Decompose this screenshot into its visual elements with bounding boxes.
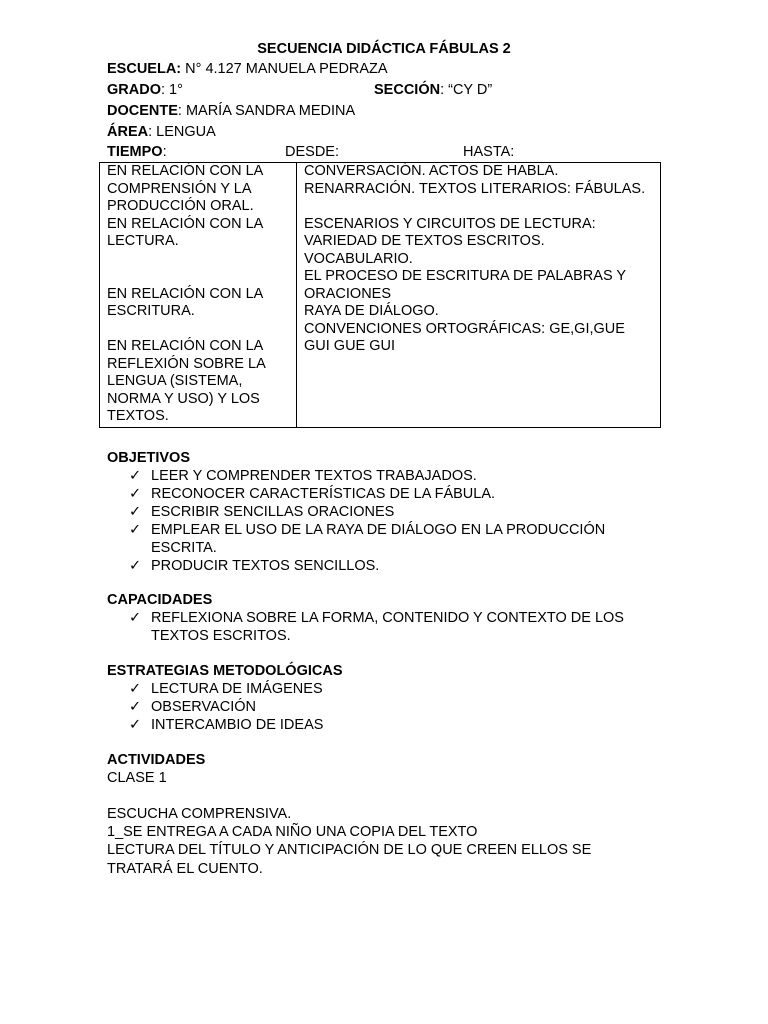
actividades-heading: ACTIVIDADES bbox=[107, 752, 206, 768]
seccion-value: : “CY D” bbox=[440, 82, 493, 98]
grado-label: GRADO bbox=[107, 82, 161, 98]
clase-label: CLASE 1 bbox=[107, 770, 167, 786]
list-item: ✓ OBSERVACIÓN bbox=[129, 699, 257, 715]
list-item: ✓ RECONOCER CARACTERÍSTICAS DE LA FÁBULA. bbox=[129, 486, 496, 502]
check-icon: ✓ bbox=[129, 504, 142, 520]
content-table bbox=[99, 162, 661, 428]
check-icon: ✓ bbox=[129, 468, 142, 484]
check-icon: ✓ bbox=[129, 681, 142, 697]
right-item-6: CONVENCIONES ORTOGRÁFICAS: GE,GI,GUE GUI GUE GUI bbox=[304, 320, 625, 354]
list-item: ✓ EMPLEAR EL USO DE LA RAYA DE DIÁLOGO EN LA PRODUCCIÓN ESCRITA. bbox=[129, 522, 606, 556]
right-item-5: RAYA DE DIÁLOGO. bbox=[304, 303, 439, 319]
escuela-value: N° 4.127 MANUELA PEDRAZA bbox=[185, 61, 388, 77]
right-item-3: ESCENARIOS Y CIRCUITOS DE LECTURA: VARIEDAD DE TEXTOS ESCRITOS. VOCABULARIO. bbox=[304, 215, 596, 267]
document-title: SECUENCIA DIDÁCTICA FÁBULAS 2 bbox=[257, 41, 511, 57]
right-item-1: CONVERSACIÓN. ACTOS DE HABLA. bbox=[304, 163, 559, 179]
check-icon: ✓ bbox=[129, 558, 142, 574]
docente-value: : MARÍA SANDRA MEDINA bbox=[177, 103, 356, 119]
check-icon: ✓ bbox=[129, 699, 142, 715]
seccion-line bbox=[374, 81, 492, 99]
table-cell-left bbox=[100, 163, 297, 428]
docente-line bbox=[107, 102, 355, 120]
left-item-4: EN RELACIÓN CON LA REFLEXIÓN SOBRE LA LENGUA (SISTEMA, NORMA Y USO) Y LOS TEXTOS. bbox=[107, 338, 265, 424]
actividades-p2: 1_SE ENTREGA A CADA NIÑO UNA COPIA DEL TEXTO bbox=[107, 824, 478, 840]
check-icon: ✓ bbox=[129, 522, 142, 538]
escuela-label: ESCUELA: bbox=[107, 61, 182, 77]
grado-line bbox=[107, 81, 183, 99]
check-icon: ✓ bbox=[129, 486, 142, 502]
hasta-label: HASTA: bbox=[463, 144, 515, 160]
docente-label: DOCENTE bbox=[107, 103, 178, 119]
left-item-2: EN RELACIÓN CON LA LECTURA. bbox=[107, 215, 263, 249]
capacidades-heading: CAPACIDADES bbox=[107, 592, 213, 608]
escuela-line bbox=[107, 60, 388, 78]
objetivos-list bbox=[129, 467, 649, 575]
right-item-4: EL PROCESO DE ESCRITURA DE PALABRAS Y ORACIONES bbox=[304, 268, 626, 302]
check-icon: ✓ bbox=[129, 610, 142, 626]
table-row bbox=[100, 163, 661, 428]
list-item: ✓ INTERCAMBIO DE IDEAS bbox=[129, 717, 324, 733]
actividades-p1: ESCUCHA COMPRENSIVA. bbox=[107, 806, 292, 822]
capacidades-list bbox=[129, 609, 649, 645]
list-item: ✓ LEER Y COMPRENDER TEXTOS TRABAJADOS. bbox=[129, 468, 477, 484]
tiempo-line bbox=[107, 143, 167, 161]
tiempo-colon: : bbox=[162, 144, 167, 160]
check-icon: ✓ bbox=[129, 717, 142, 733]
area-value: : LENGUA bbox=[148, 124, 216, 140]
seccion-label: SECCIÓN bbox=[374, 82, 441, 98]
list-item: ✓ ESCRIBIR SENCILLAS ORACIONES bbox=[129, 504, 395, 520]
estrategias-list bbox=[129, 680, 649, 734]
left-item-1: EN RELACIÓN CON LA COMPRENSIÓN Y LA PRODUCCIÓN ORAL. bbox=[107, 163, 263, 214]
grado-value: : 1° bbox=[160, 82, 183, 98]
tiempo-label: TIEMPO bbox=[107, 144, 163, 160]
list-item: ✓ REFLEXIONA SOBRE LA FORMA, CONTENIDO Y CONTEXTO DE LOS TEXTOS ESCRITOS. bbox=[129, 610, 624, 644]
table-cell-right bbox=[297, 163, 661, 428]
right-item-2: RENARRACIÓN. TEXTOS LITERARIOS: FÁBULAS. bbox=[304, 180, 646, 197]
estrategias-heading: ESTRATEGIAS METODOLÓGICAS bbox=[107, 663, 343, 679]
desde-label: DESDE: bbox=[285, 144, 339, 160]
objetivos-heading: OBJETIVOS bbox=[107, 450, 190, 466]
area-label: ÁREA bbox=[107, 124, 149, 140]
actividades-p3: LECTURA DEL TÍTULO Y ANTICIPACIÓN DE LO QUE CREEN ELLOS SE TRATARÁ EL CUENTO. bbox=[107, 842, 592, 877]
list-item: ✓ PRODUCIR TEXTOS SENCILLOS. bbox=[129, 558, 380, 574]
left-item-3: EN RELACIÓN CON LA ESCRITURA. bbox=[107, 285, 263, 319]
list-item: ✓ LECTURA DE IMÁGENES bbox=[129, 681, 323, 697]
area-line bbox=[107, 123, 216, 141]
